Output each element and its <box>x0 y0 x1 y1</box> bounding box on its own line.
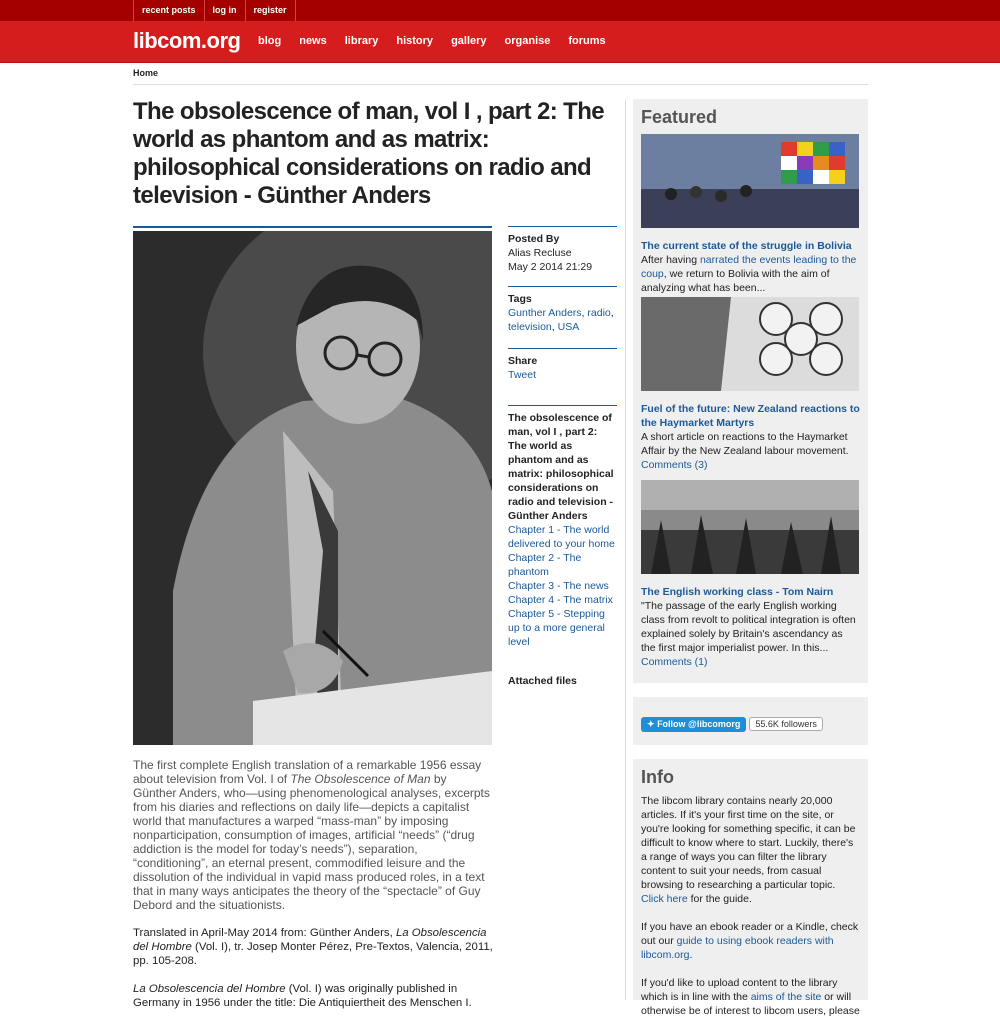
main-nav <box>258 35 624 47</box>
register-link[interactable]: register <box>246 0 296 21</box>
nav-gallery[interactable]: gallery <box>451 35 487 47</box>
login-link[interactable]: log in <box>205 0 246 21</box>
tag-list: Gunther Anders, radio, television, USA <box>508 307 614 333</box>
featured-desc-bolivia: After having narrated the events leading to the coup, we return to Bolivia with the aim of analyzing what has been... <box>641 254 857 294</box>
book-navigation <box>508 405 617 649</box>
library-guide-link[interactable]: Click here <box>641 893 688 905</box>
chapter-4-link[interactable]: Chapter 4 - The matrix <box>508 594 613 606</box>
tag-television[interactable]: television <box>508 321 552 333</box>
attached-files-label: Attached files <box>508 675 577 687</box>
featured-image-english-working-class[interactable] <box>641 480 859 574</box>
share-label: Share <box>508 355 538 367</box>
article-body <box>133 758 493 1024</box>
original-publication-note: La Obsolescencia del Hombre (Vol. I) was originally published in Germany in 1956 under the title: Die Antiquiertheit des Menschen I. <box>133 983 472 1009</box>
twitter-follow-button[interactable]: ✦ Follow @libcomorg <box>641 717 746 732</box>
featured-image-haymarket[interactable] <box>641 297 859 391</box>
twitter-bird-icon: ✦ <box>647 719 655 729</box>
chapter-5-link[interactable]: Chapter 5 - Stepping up to a more general level <box>508 608 605 648</box>
nav-blog[interactable]: blog <box>258 35 282 47</box>
featured-panel <box>633 99 868 683</box>
meta-divider <box>508 286 617 287</box>
article-lede: The first complete English translation of a remarkable 1956 essay about television from Vol. I of The Obsolescence of Man by Günther Anders, who—using phenomenological analyses, excerpts from his diaries and reflections on daily life—depicts a capitalist world that manufactures a warped “mass-man” by imposing nonparticipation, consumption of images, artificial “needs” (“drug addiction is the model for today’s needs”), separation, “conditioning”, an eternal present, commodified leisure and the dissolution of the individual in vapid mass produced roles, in a text that in many ways anticipates the theory of the “spectacle” of Guy Debord and the situationists. <box>133 758 490 912</box>
page-title: The obsolescence of man, vol I , part 2: The world as phantom and as matrix: philosophical considerations on radio and television - Günther Anders <box>133 98 605 209</box>
tags-block <box>508 286 617 334</box>
tag-gunther-anders[interactable]: Gunther Anders <box>508 307 582 319</box>
coup-events-link[interactable]: narrated the events leading to the coup <box>641 254 857 280</box>
featured-title-bolivia[interactable]: The current state of the struggle in Bolivia <box>641 240 852 252</box>
site-header <box>0 21 1000 63</box>
breadcrumb-divider <box>133 84 868 85</box>
tweet-link[interactable]: Tweet <box>508 369 537 381</box>
ebook-guide-link[interactable]: guide to using ebook readers with libcom.org <box>641 935 834 961</box>
featured-item <box>641 480 860 669</box>
author-photo <box>133 231 492 745</box>
top-bar <box>0 0 1000 21</box>
featured-item <box>641 297 860 472</box>
post-date: May 2 2014 21:29 <box>508 261 593 273</box>
info-ebook-guide: If you have an ebook reader or a Kindle, check out our guide to using ebook readers with libcom.org. <box>641 921 859 961</box>
comments-link-haymarket[interactable]: Comments (3) <box>641 459 708 471</box>
share-block <box>508 348 617 382</box>
chapter-2-link[interactable]: Chapter 2 - The phantom <box>508 552 582 578</box>
author-photo-drawing <box>133 231 492 745</box>
translation-note: Translated in April-May 2014 from: Günther Anders, La Obsolescencia del Hombre (Vol. I), tr. Josep Monter Pérez, Pre-Textos, Valencia, 2011, pp. 105-208. <box>133 927 493 967</box>
nav-history[interactable]: history <box>396 35 434 47</box>
meta-divider <box>508 226 617 227</box>
tag-usa[interactable]: USA <box>557 321 580 333</box>
info-upload-guide: If you'd like to upload content to the library which is in line with the aims of the site or will otherwise be of interest to libcom users, please <box>641 977 860 1017</box>
tag-radio[interactable]: radio <box>587 307 611 319</box>
site-logo[interactable]: libcom.org <box>133 28 241 53</box>
nav-library[interactable]: library <box>344 35 379 47</box>
book-title: The obsolescence of man, vol I , part 2: The world as phantom and as matrix: philosophical considerations on radio and television - Günther Anders <box>508 412 614 522</box>
site-aims-link[interactable]: aims of the site <box>750 991 822 1003</box>
attached-files-block <box>508 674 617 688</box>
featured-desc-haymarket: A short article on reactions to the Haymarket Affair by the New Zealand labour movement. <box>641 431 849 457</box>
featured-heading: Featured <box>641 107 718 127</box>
nav-organise[interactable]: organise <box>504 35 551 47</box>
featured-item <box>641 134 860 295</box>
author-name: Alias Recluse <box>508 247 572 259</box>
sidebar-divider <box>625 99 626 1000</box>
breadcrumb-home[interactable]: Home <box>133 68 159 78</box>
tags-label: Tags <box>508 293 532 305</box>
info-library-guide: The libcom library contains nearly 20,000 articles. If it's your first time on the site, or you're looking for something specific, it can be difficult to know where to start. Luckily, there's a range of ways you can filter the library content to suit your needs, from casual browsing to researching a particular topic. Click here for the guide. <box>641 795 856 905</box>
chapter-3-link[interactable]: Chapter 3 - The news <box>508 580 609 592</box>
twitter-panel <box>633 697 868 745</box>
posted-by-label: Posted By <box>508 233 560 245</box>
user-links <box>133 0 296 21</box>
meta-divider <box>508 348 617 349</box>
article-image-frame <box>133 226 492 745</box>
recent-posts-link[interactable]: recent posts <box>134 0 205 21</box>
nav-forums[interactable]: forums <box>568 35 606 47</box>
featured-image-bolivia[interactable] <box>641 134 859 228</box>
comments-link-english-working-class[interactable]: Comments (1) <box>641 656 708 668</box>
posted-by-block <box>508 226 617 274</box>
twitter-follower-count: 55.6K followers <box>749 717 823 731</box>
meta-divider <box>508 405 617 406</box>
featured-title-haymarket[interactable]: Fuel of the future: New Zealand reactions to the Haymarket Martyrs <box>641 403 860 429</box>
info-panel <box>633 759 868 1017</box>
chapter-1-link[interactable]: Chapter 1 - The world delivered to your home <box>508 524 615 550</box>
nav-news[interactable]: news <box>299 35 327 47</box>
featured-title-english-working-class[interactable]: The English working class - Tom Nairn <box>641 586 834 598</box>
featured-desc-english-working-class: "The passage of the early English working class from revolt to political integration is often explained solely by Britain's ascendancy as the first major imperialist power. In this... <box>641 600 856 654</box>
info-heading: Info <box>641 767 674 787</box>
